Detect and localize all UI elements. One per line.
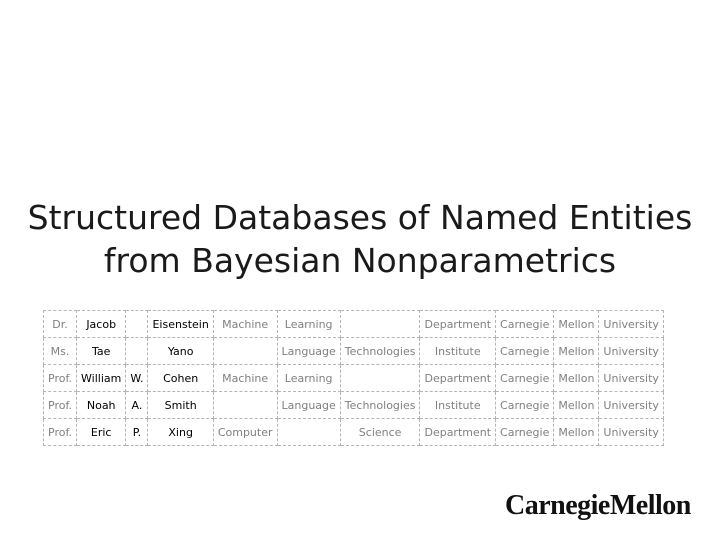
table-cell <box>126 338 148 365</box>
table-cell: Mellon <box>554 338 599 365</box>
table-row <box>44 311 664 338</box>
table-cell: Tae <box>77 338 126 365</box>
table-cell: Department <box>420 365 496 392</box>
table-cell: Language <box>277 392 340 419</box>
slide-title <box>0 196 720 282</box>
table-cell: William <box>77 365 126 392</box>
table-cell: Carnegie <box>496 392 554 419</box>
table-cell: Eric <box>77 419 126 446</box>
table-cell: Smith <box>148 392 213 419</box>
table-cell: University <box>599 338 664 365</box>
table-cell: A. <box>126 392 148 419</box>
entity-table-body <box>44 311 664 446</box>
title-line-2: from Bayesian Nonparametrics <box>103 241 617 280</box>
table-cell <box>126 311 148 338</box>
table-cell <box>213 338 277 365</box>
table-cell: W. <box>126 365 148 392</box>
table-cell: Prof. <box>44 419 77 446</box>
table-cell: Mellon <box>554 419 599 446</box>
table-cell: Learning <box>277 365 340 392</box>
table-cell: Noah <box>77 392 126 419</box>
table-cell: Dr. <box>44 311 77 338</box>
table-cell: Carnegie <box>496 311 554 338</box>
table-cell: Yano <box>148 338 213 365</box>
table-cell: Jacob <box>77 311 126 338</box>
table-cell: Technologies <box>340 392 420 419</box>
table-cell: Institute <box>420 338 496 365</box>
table-cell: Computer <box>213 419 277 446</box>
table-cell: Mellon <box>554 365 599 392</box>
table-cell: University <box>599 419 664 446</box>
table-cell: Carnegie <box>496 365 554 392</box>
table-cell <box>340 311 420 338</box>
table-cell: Prof. <box>44 365 77 392</box>
table-cell: Carnegie <box>496 419 554 446</box>
title-line-1: Structured Databases of Named Entities <box>27 198 693 237</box>
university-logo: CarnegieMellon <box>505 490 691 521</box>
table-cell: Technologies <box>340 338 420 365</box>
table-cell: Cohen <box>148 365 213 392</box>
entity-table <box>43 310 664 446</box>
table-cell: Eisenstein <box>148 311 213 338</box>
table-cell: Xing <box>148 419 213 446</box>
table-cell: Machine <box>213 311 277 338</box>
table-cell <box>213 392 277 419</box>
table-cell: Language <box>277 338 340 365</box>
table-cell: Prof. <box>44 392 77 419</box>
table-cell: University <box>599 392 664 419</box>
table-row <box>44 338 664 365</box>
table-cell <box>340 365 420 392</box>
table-cell: Mellon <box>554 311 599 338</box>
table-cell: Department <box>420 311 496 338</box>
table-cell: Department <box>420 419 496 446</box>
table-row <box>44 365 664 392</box>
table-cell: Learning <box>277 311 340 338</box>
table-row <box>44 392 664 419</box>
table-row <box>44 419 664 446</box>
table-cell <box>277 419 340 446</box>
table-cell: Machine <box>213 365 277 392</box>
table-cell: University <box>599 365 664 392</box>
table-cell: Ms. <box>44 338 77 365</box>
table-cell: P. <box>126 419 148 446</box>
table-cell: University <box>599 311 664 338</box>
table-cell: Mellon <box>554 392 599 419</box>
table-cell: Carnegie <box>496 338 554 365</box>
table-cell: Science <box>340 419 420 446</box>
table-cell: Institute <box>420 392 496 419</box>
